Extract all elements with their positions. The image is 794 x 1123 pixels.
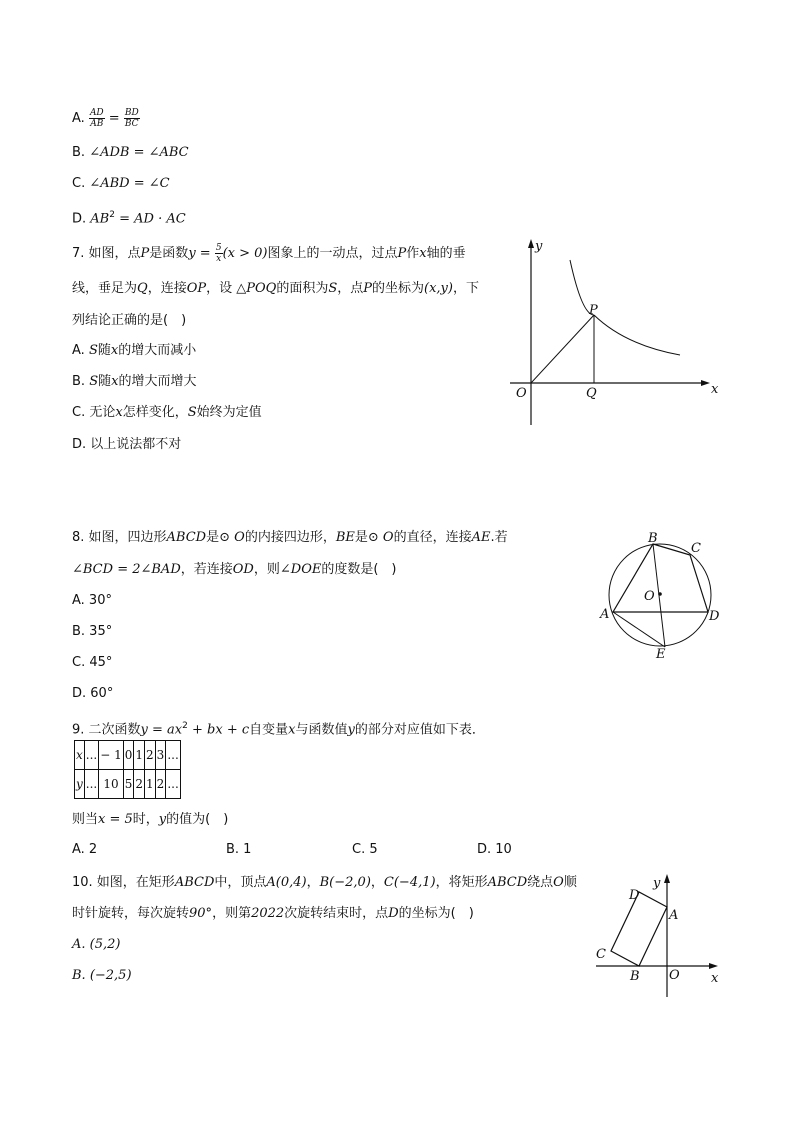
q7-hyperbola-curve xyxy=(570,260,680,355)
table-cell: ... xyxy=(166,770,180,799)
q6-option-b: B. ∠ADB = ∠ABC xyxy=(72,145,189,160)
q10-label-y: y xyxy=(653,876,661,891)
q10-label-d: D xyxy=(629,888,640,903)
table-cell: ... xyxy=(84,741,98,770)
q10-label-x: x xyxy=(711,971,719,986)
q7-option-b: B. S随x的增大而增大 xyxy=(72,374,197,389)
q7-stem-line1: 7. 如图，点P是函数y = $\frac{5}{x}$ (x > 0)图象上的一动点，过点P作x轴的垂 xyxy=(72,243,466,264)
q9-option-a: A. 2 xyxy=(72,842,98,857)
q8-center-point xyxy=(658,592,662,596)
q8-segment-be xyxy=(653,544,665,647)
table-cell: 0 xyxy=(123,741,134,770)
table-cell: x xyxy=(75,741,85,770)
q10-label-o: O xyxy=(669,968,680,983)
q8-label-c: C xyxy=(691,541,701,556)
q10-y-arrow xyxy=(664,874,670,883)
table-cell: 5 xyxy=(123,770,134,799)
q8-stem-line2: ∠BCD = 2∠BAD，若连接OD，则∠DOE的度数是( ) xyxy=(72,562,397,577)
q9-stem-line1: 9. 二次函数$y = ax^2$ + bx + c自变量x与函数值y的部分对应值如下表． xyxy=(72,721,485,738)
q7-y-arrow xyxy=(528,239,534,248)
q8-label-d: D xyxy=(709,609,720,624)
q8-label-a: A xyxy=(600,607,610,622)
q7-label-o: O xyxy=(516,386,527,401)
q10-x-arrow xyxy=(709,963,718,969)
q8-label-e: E xyxy=(656,647,666,662)
q6-option-d: D. $AB^2$ = AD · AC xyxy=(72,210,186,227)
q9-option-b: B. 1 xyxy=(226,842,252,857)
q8-figure xyxy=(595,530,725,665)
q7-option-d: D. 以上说法都不对 xyxy=(72,437,182,452)
q6-option-a: A. $\frac{AD}{AB}$ = $\frac{BD}{BC}$ xyxy=(72,108,139,129)
q10-stem-line2: 时针旋转，每次旋转90°，则第2022次旋转结束时，点D的坐标为( ) xyxy=(72,906,474,921)
q8-label-o: O xyxy=(644,589,655,604)
q7-label-p: P xyxy=(589,303,598,318)
table-cell: 2 xyxy=(145,741,156,770)
q7-stem-line2: 线，垂足为Q，连接OP，设 △POQ的面积为S，点P的坐标为(x,y)，下 xyxy=(72,281,479,296)
q7-label-x: x xyxy=(711,382,719,397)
table-cell: ... xyxy=(166,741,180,770)
q6-option-c: C. ∠ABD = ∠C xyxy=(72,176,170,191)
q7-x-arrow xyxy=(701,380,710,386)
q10-label-a: A xyxy=(669,908,679,923)
q10-stem-line1: 10. 如图，在矩形ABCD中，顶点A(0,4)，B(−2,0)，C(−4,1)，将矩形ABCD绕点O顺 xyxy=(72,875,577,890)
q10-label-b: B xyxy=(630,969,640,984)
q10-option-a: A. (5,2) xyxy=(72,937,121,952)
q8-option-b: B. 35° xyxy=(72,624,113,639)
q9-value-table xyxy=(74,740,181,799)
table-cell: 1 xyxy=(134,741,145,770)
table-row-x xyxy=(75,741,181,770)
q7-label-y: y xyxy=(535,239,543,254)
q7-option-c: C. 无论x怎样变化，S始终为定值 xyxy=(72,405,262,420)
q7-figure xyxy=(500,235,730,430)
table-cell: 2 xyxy=(134,770,145,799)
q10-option-b: B. (−2,5) xyxy=(72,968,132,983)
q8-stem-line1: 8. 如图，四边形ABCD是⊙ O的内接四边形，BE是⊙ O的直径，连接AE.若 xyxy=(72,530,508,545)
q9-option-d: D. 10 xyxy=(477,842,512,857)
q9-stem-line2: 则当x = 5时，y的值为( ) xyxy=(72,812,229,827)
table-cell: 10 xyxy=(99,770,124,799)
table-cell: − 1 xyxy=(99,741,124,770)
q8-option-a: A. 30° xyxy=(72,593,112,608)
table-cell: y xyxy=(75,770,85,799)
table-cell: ... xyxy=(84,770,98,799)
q8-option-d: D. 60° xyxy=(72,686,114,701)
table-cell: 1 xyxy=(145,770,156,799)
q7-label-q: Q xyxy=(586,386,597,401)
q8-option-c: C. 45° xyxy=(72,655,113,670)
q9-option-c: C. 5 xyxy=(352,842,378,857)
q10-label-c: C xyxy=(596,947,606,962)
table-cell: 2 xyxy=(155,770,166,799)
q8-label-b: B xyxy=(648,531,658,546)
q7-stem-line3: 列结论正确的是( ) xyxy=(72,313,187,328)
table-cell: 3 xyxy=(155,741,166,770)
q7-segment-op xyxy=(531,315,594,383)
q10-rectangle-abcd xyxy=(611,892,667,966)
table-row-y xyxy=(75,770,181,799)
q7-option-a: A. S随x的增大而减小 xyxy=(72,343,197,358)
q10-figure xyxy=(588,870,728,1000)
